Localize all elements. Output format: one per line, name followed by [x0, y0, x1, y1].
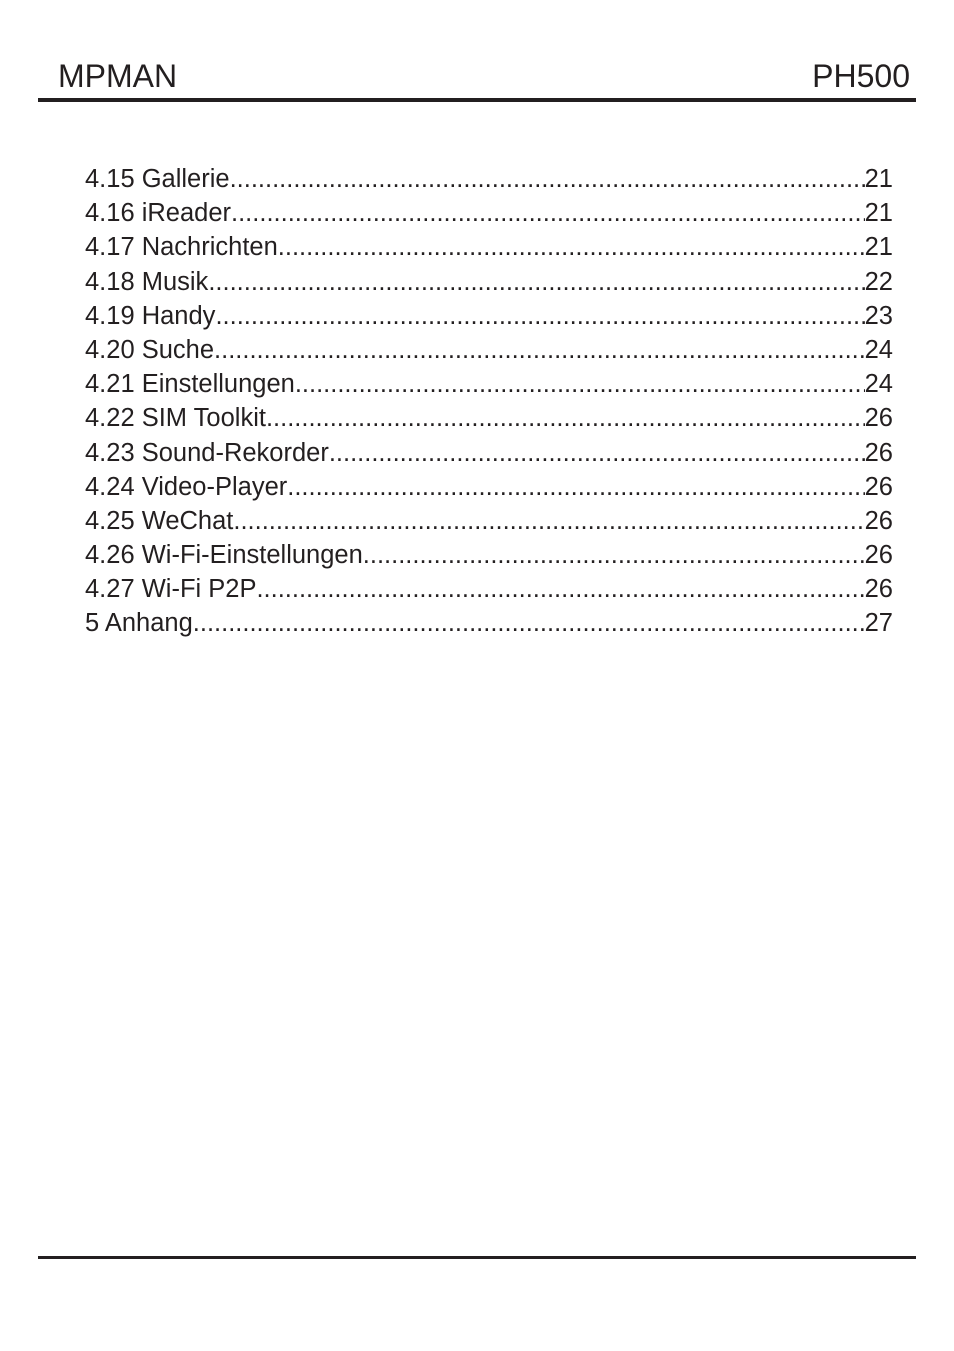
toc-entry[interactable]	[85, 606, 893, 640]
toc-entry-title: 4.27 Wi-Fi P2P	[85, 575, 257, 604]
toc-entry-title: 4.18 Musik	[85, 267, 209, 296]
toc-entry-page: 24	[864, 335, 893, 364]
toc-entry[interactable]	[85, 470, 893, 504]
toc-entry-title: 4.16 iReader	[85, 199, 232, 228]
toc-entry-page: 22	[864, 267, 893, 296]
toc-entry-page: 24	[864, 370, 893, 399]
toc-entry-title: 4.25 WeChat	[85, 506, 234, 535]
toc-entry-title: 4.22 SIM Toolkit	[85, 404, 266, 433]
toc-entry-page: 21	[864, 165, 893, 193]
toc-entry-title: 4.17 Nachrichten	[85, 233, 278, 262]
toc-entry-title: 4.23 Sound-Rekorder	[85, 438, 329, 467]
model-name: PH500	[812, 58, 910, 94]
toc-entry[interactable]	[85, 367, 893, 401]
toc-entry-page: 26	[864, 541, 893, 570]
table-of-contents	[85, 162, 893, 641]
toc-entry[interactable]	[85, 230, 893, 264]
toc-leader-dots	[363, 538, 865, 572]
toc-entry-title: 4.24 Video-Player	[85, 472, 288, 501]
toc-entry[interactable]	[85, 504, 893, 538]
toc-leader-dots	[193, 606, 865, 640]
toc-leader-dots	[233, 504, 864, 538]
toc-entry[interactable]	[85, 401, 893, 435]
toc-leader-dots	[256, 572, 864, 606]
toc-entry[interactable]	[85, 436, 893, 470]
toc-entry[interactable]	[85, 265, 893, 299]
toc-entry-page: 23	[864, 301, 893, 330]
toc-entry-page: 21	[864, 199, 893, 228]
toc-leader-dots	[329, 436, 865, 470]
header-divider	[38, 98, 916, 102]
toc-entry[interactable]	[85, 299, 893, 333]
toc-entry-title: 5 Anhang	[85, 609, 193, 638]
toc-entry-page: 26	[864, 472, 893, 501]
toc-entry-page: 26	[864, 575, 893, 604]
toc-entry-title: 4.19 Handy	[85, 301, 216, 330]
footer-divider	[38, 1256, 916, 1259]
toc-entry[interactable]	[85, 572, 893, 606]
toc-entry-page: 26	[864, 404, 893, 433]
toc-entry[interactable]	[85, 196, 893, 230]
toc-entry[interactable]	[85, 162, 893, 196]
toc-entry-page: 27	[864, 609, 893, 638]
page-header	[58, 54, 910, 94]
toc-entry-title: 4.26 Wi-Fi-Einstellungen	[85, 541, 363, 570]
toc-leader-dots	[287, 470, 864, 504]
toc-entry-page: 26	[864, 506, 893, 535]
toc-leader-dots	[214, 333, 865, 367]
toc-leader-dots	[230, 162, 865, 196]
toc-entry-title: 4.15 Gallerie	[85, 165, 230, 193]
toc-leader-dots	[266, 401, 865, 435]
toc-leader-dots	[278, 230, 865, 264]
toc-entry[interactable]	[85, 538, 893, 572]
toc-leader-dots	[231, 196, 865, 230]
toc-entry-page: 21	[864, 233, 893, 262]
toc-entry[interactable]	[85, 333, 893, 367]
toc-entry-page: 26	[864, 438, 893, 467]
toc-leader-dots	[208, 265, 864, 299]
toc-leader-dots	[295, 367, 865, 401]
brand-name: MPMAN	[58, 58, 178, 94]
toc-entry-title: 4.21 Einstellungen	[85, 370, 295, 399]
toc-leader-dots	[215, 299, 864, 333]
toc-entry-title: 4.20 Suche	[85, 335, 215, 364]
